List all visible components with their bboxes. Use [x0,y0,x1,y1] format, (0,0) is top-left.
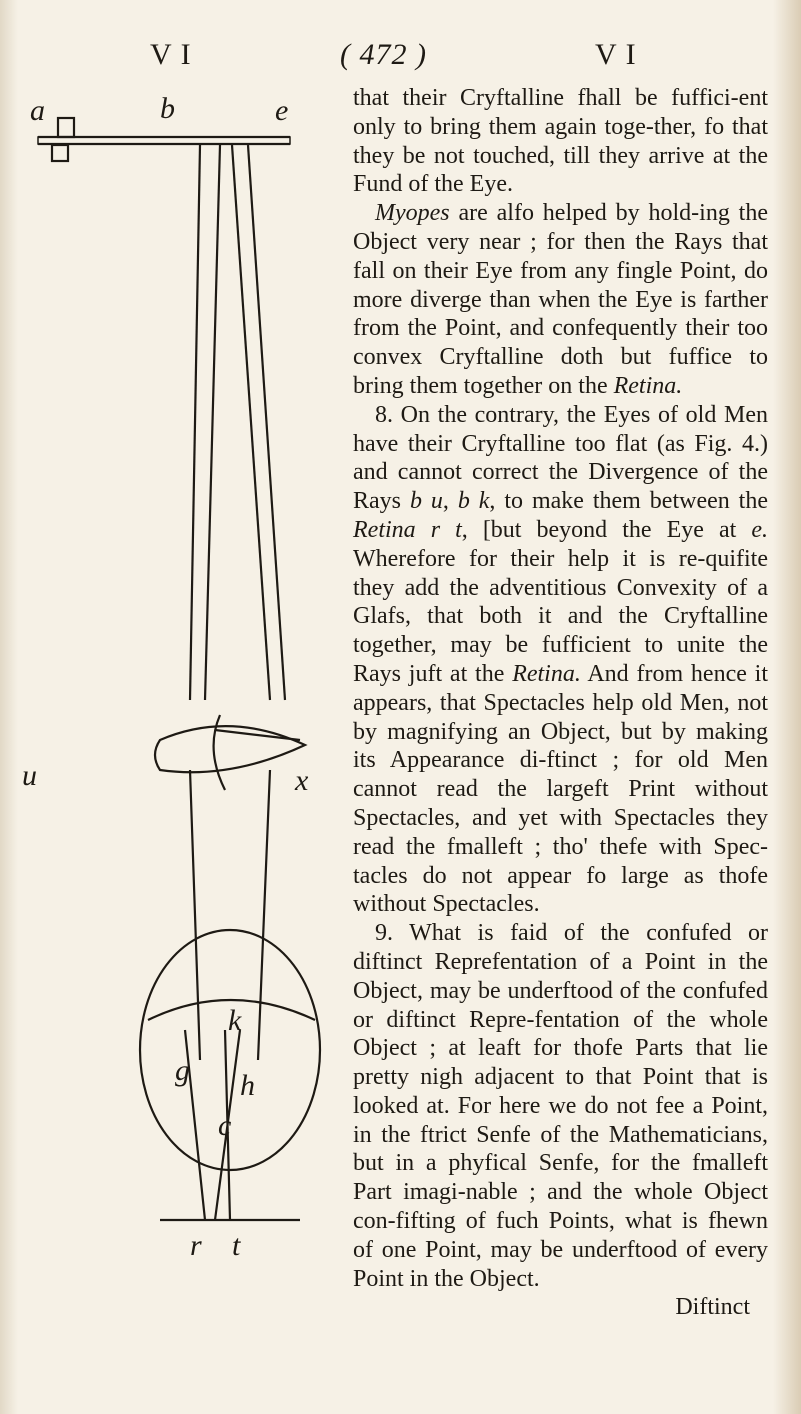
label-k: k [228,1004,242,1037]
ray-right-outer [248,145,285,700]
paragraph-3-text-g: And from hence it appears, that Spectacles help old Men, not by magnifying an Object, but by making its Appearance di-ftinct ; for old Men cannot read the largeft Print without Spectacles, and yet with Spectacles they read the fmalleft ; tho' thefe with Spec-tacles do not appear fo large as thofe without Spectacles. [353,660,769,918]
label-b: b [160,92,175,125]
label-u: u [22,759,37,792]
object-point-a [58,118,74,137]
ray-right-inner [232,145,270,700]
paragraph-1: that their Cryftalline fhall be fuffici-ent only to bring them again toge-ther, fo that they be not touched, till they arrive at the Fund of the Eye. [353,85,768,198]
label-t: t [232,1229,241,1262]
paragraph-2-text: are alfo helped by hold-ing the Object very near ; for then the Rays that fall on their Eye from any fingle Point, do more diverge than when the Eye is farther from the Point, and confequently their too convex Cryftalline doth but fuffice to bring them together on the [353,200,768,399]
catchword: Diftinct [675,1294,750,1321]
paragraph-3 [353,401,768,919]
label-r: r [190,1229,202,1262]
ray-left-inner [205,145,220,700]
paragraph-3-text-a: 8. On the contrary, the Eyes of old Men have their Cryftalline too flat (as Fig. 4.) and cannot correct the Divergence of the Rays [353,401,768,515]
points-rt: r t [415,516,462,543]
point-e: e. [751,516,768,543]
rays-bk: b k [457,488,490,515]
label-h: h [240,1069,255,1102]
body-text [353,84,768,1322]
eye-rays-lower [185,1030,240,1220]
paragraph-3-text-b: , [442,488,458,515]
page-number: ( 472 ) [340,38,427,71]
page-edge-right [773,0,801,1414]
term-retina-2: Retina [353,516,416,543]
term-retina-3: Retina. [512,660,581,687]
label-e: e [275,94,289,127]
term-retina: Retina. [613,372,683,399]
paragraph-3-text-f: Wherefore for their help it is re-quifite they add the adventitious Convexity of a Glafs, that both it and the Cryftalline together, may be fufficient to unite the Rays juft at the [353,545,768,687]
term-myopes: Myopes [375,200,450,227]
eye-lens-outline [155,726,305,772]
label-a: a [30,94,45,127]
paragraph-2 [353,199,768,401]
paragraph-3-text-d: , [but beyond the Eye at [461,516,752,543]
label-x: x [295,764,309,797]
paragraph-4: 9. What is faid of the confufed or diftinct Reprefentation of a Point in the Object, may be underftood of the confufed or diftinct Repre-fentation of the whole Object ; at leaft for thofe Parts that lie pretty nigh adjacent to that Point that is looked at. For here we do not fee a Point, in the ftrict Senfe of the Mathematicians, but in a phyfical Senfe, for the fmalleft Part imagi-nable ; and the whole Object con-fifting of fuch Points, what is fhewn of one Point, may be underftood of every Point in the Object. [353,920,768,1292]
label-c: c [218,1109,232,1142]
rays-bu: b u [409,488,443,515]
paragraph-3-text-c: , to make them between the [489,488,768,515]
label-g: g [175,1054,190,1087]
ray-left-outer [190,145,200,700]
header-right-signature: V I [595,38,637,71]
eye-spectacles-diagram [0,0,340,1414]
top-glass-lines [38,137,290,144]
object-point-lower [52,145,68,161]
header-left-signature: V I [150,38,192,71]
